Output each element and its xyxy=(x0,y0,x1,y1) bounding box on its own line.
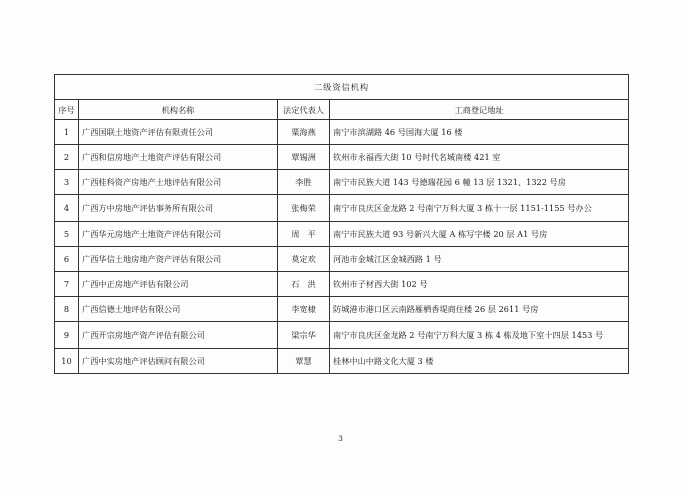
table-row xyxy=(55,297,629,322)
table-row xyxy=(55,195,629,222)
table-title: 二级资信机构 xyxy=(55,75,629,100)
row-no: 3 xyxy=(55,170,79,195)
row-rep: 莫定欢 xyxy=(278,247,330,272)
row-rep: 粟海燕 xyxy=(278,120,330,145)
row-no: 8 xyxy=(55,297,79,322)
row-addr: 南宁市民族大道 143 号德瑞花园 6 幢 13 层 1321、1322 号房 xyxy=(330,170,629,195)
row-addr: 南宁市良庆区金龙路 2 号南宁万科大厦 3 栋十一层 1151-1155 号办公 xyxy=(330,195,629,222)
row-name: 广西华信土地房地产资产评估有限公司 xyxy=(79,247,278,272)
row-no: 10 xyxy=(55,349,79,374)
row-addr: 南宁市良庆区金龙路 2 号南宁万科大厦 3 栋 4 栋及地下室十四层 1453 号 xyxy=(330,322,629,349)
row-no: 4 xyxy=(55,195,79,222)
row-addr: 钦州市子材西大街 102 号 xyxy=(330,272,629,297)
row-name: 广西和信房地产土地资产评估有限公司 xyxy=(79,145,278,170)
row-name: 广西桂科资产房地产土地评估有限公司 xyxy=(79,170,278,195)
row-name: 广西中正房地产评估有限公司 xyxy=(79,272,278,297)
header-name: 机构名称 xyxy=(79,100,278,120)
row-name: 广西华元房地产土地资产评估有限公司 xyxy=(79,222,278,247)
registry-table xyxy=(54,74,629,374)
row-name: 广西国联土地资产评估有限责任公司 xyxy=(79,120,278,145)
row-no: 9 xyxy=(55,322,79,349)
table-row xyxy=(55,120,629,145)
row-rep: 覃锡洲 xyxy=(278,145,330,170)
page-number: 3 xyxy=(338,434,343,443)
row-name: 广西中实房地产评估顾问有限公司 xyxy=(79,349,278,374)
row-name: 广西方中房地产评估事务所有限公司 xyxy=(79,195,278,222)
table-row xyxy=(55,322,629,349)
table-header-row xyxy=(55,100,629,120)
table-title-row xyxy=(55,75,629,100)
row-addr: 钦州市永福西大街 10 号时代名城南楼 421 室 xyxy=(330,145,629,170)
row-rep: 覃慧 xyxy=(278,349,330,374)
header-no: 序号 xyxy=(55,100,79,120)
row-rep: 石 洪 xyxy=(278,272,330,297)
table-row xyxy=(55,145,629,170)
row-name: 广西信德土地评估有限公司 xyxy=(79,297,278,322)
table-row xyxy=(55,170,629,195)
row-addr: 桂林中山中路文化大厦 3 楼 xyxy=(330,349,629,374)
row-addr: 南宁市滨湖路 46 号国海大厦 16 楼 xyxy=(330,120,629,145)
table-row xyxy=(55,272,629,297)
table-row xyxy=(55,222,629,247)
row-addr: 防城港市港口区云南路雁栖香堤商住楼 26 层 2611 号房 xyxy=(330,297,629,322)
row-rep: 张梅荣 xyxy=(278,195,330,222)
row-no: 5 xyxy=(55,222,79,247)
header-addr: 工商登记地址 xyxy=(330,100,629,120)
row-no: 2 xyxy=(55,145,79,170)
table-row xyxy=(55,349,629,374)
row-rep: 李宽棣 xyxy=(278,297,330,322)
header-rep: 法定代表人 xyxy=(278,100,330,120)
row-no: 6 xyxy=(55,247,79,272)
row-rep: 周 平 xyxy=(278,222,330,247)
row-addr: 河池市金城江区金城西路 1 号 xyxy=(330,247,629,272)
table-row xyxy=(55,247,629,272)
row-no: 1 xyxy=(55,120,79,145)
row-addr: 南宁市民族大道 93 号新兴大厦 A 栋写字楼 20 层 A1 号房 xyxy=(330,222,629,247)
row-rep: 李胜 xyxy=(278,170,330,195)
row-rep: 梁宗华 xyxy=(278,322,330,349)
row-name: 广西开宗房地产资产评估有限公司 xyxy=(79,322,278,349)
row-no: 7 xyxy=(55,272,79,297)
